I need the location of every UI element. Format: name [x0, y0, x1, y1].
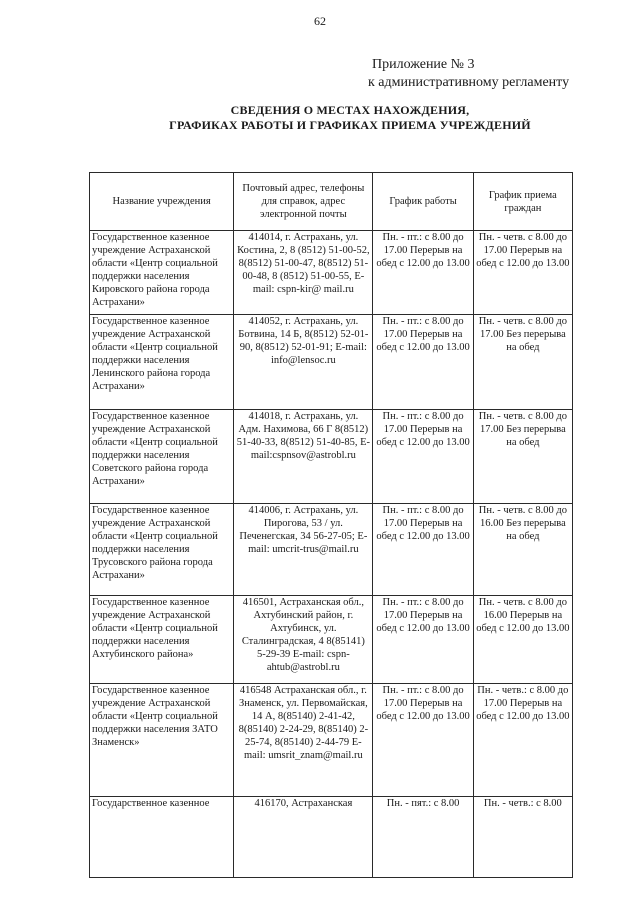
- work-schedule: Пн. - пт.: с 8.00 до 17.00 Перерыв на обед с 12.00 до 13.00: [373, 504, 473, 596]
- work-schedule: Пн. - пт.: с 8.00 до 17.00 Перерыв на обед с 12.00 до 13.00: [373, 231, 473, 315]
- reception-schedule: Пн. - четв.: с 8.00: [473, 797, 572, 878]
- institution-name: Государственное казенное учреждение Астраханской области «Центр социальной поддержки населения Ленинского района города Астрахани»: [90, 315, 234, 410]
- institution-address: 414018, г. Астрахань, ул. Адм. Нахимова, 66 Г 8(8512) 51-40-33, 8(8512) 51-40-85, E-mail:cspnsov@astrobl.ru: [234, 410, 373, 504]
- institution-address: 414014, г. Астрахань, ул. Костина, 2, 8 (8512) 51-00-52, 8(8512) 51-00-47, 8(8512) 51-00-48, 8 (8512) 51-00-55, E-mail: cspn-kir@ mail.ru: [234, 231, 373, 315]
- reception-schedule: Пн. - четв. с 8.00 до 16.00 Перерыв на обед с 12.00 до 13.00: [473, 596, 572, 684]
- table-row: [90, 596, 573, 684]
- page-number: 62: [314, 14, 326, 28]
- reception-schedule: Пн. - четв. с 8.00 до 17.00 Без перерыва на обед: [473, 410, 572, 504]
- table-row: [90, 231, 573, 315]
- institution-name: Государственное казенное учреждение Астраханской области «Центр социальной поддержки населения Советского района города Астрахани»: [90, 410, 234, 504]
- header-reception-schedule: График приема граждан: [473, 173, 572, 231]
- table-header-row: [90, 173, 573, 231]
- header-work-schedule: График работы: [373, 173, 473, 231]
- table-row: [90, 684, 573, 797]
- table-row: [90, 504, 573, 596]
- institution-name: Государственное казенное учреждение Астраханской области «Центр социальной поддержки населения Ахтубинского района»: [90, 596, 234, 684]
- reception-schedule: Пн. - четв. с 8.00 до 17.00 Без перерыва на обед: [473, 315, 572, 410]
- header-address-contacts: Почтовый адрес, телефоны для справок, адрес электронной почты: [234, 173, 373, 231]
- work-schedule: Пн. - пт.: с 8.00 до 17.00 Перерыв на обед с 12.00 до 13.00: [373, 410, 473, 504]
- institution-address: 414052, г. Астрахань, ул. Ботвина, 14 Б, 8(8512) 52-01-90, 8(8512) 52-01-91; E-mail: info@lensoc.ru: [234, 315, 373, 410]
- work-schedule: Пн. - пт.: с 8.00 до 17.00 Перерыв на обед с 12.00 до 13.00: [373, 315, 473, 410]
- work-schedule: Пн. - пт.: с 8.00 до 17.00 Перерыв на обед с 12.00 до 13.00: [373, 684, 473, 797]
- institution-name: Государственное казенное учреждение Астраханской области «Центр социальной поддержки населения ЗАТО Знаменск»: [90, 684, 234, 797]
- institution-name: Государственное казенное: [90, 797, 234, 878]
- table-row: [90, 410, 573, 504]
- reception-schedule: Пн. - четв.: с 8.00 до 17.00 Перерыв на обед с 12.00 до 13.00: [473, 684, 572, 797]
- table-row: [90, 315, 573, 410]
- institution-address: 416501, Астраханская обл., Ахтубинский район, г. Ахтубинск, ул. Сталинградская, 4 8(85141) 5-29-39 E-mail: cspn-ahtub@astrobl.ru: [234, 596, 373, 684]
- institution-name: Государственное казенное учреждение Астраханской области «Центр социальной поддержки населения Кировского района города Астрахани»: [90, 231, 234, 315]
- institution-address: 416170, Астраханская: [234, 797, 373, 878]
- appendix-line-2: к административному регламенту: [368, 75, 570, 90]
- document-title-line-2: ГРАФИКАХ РАБОТЫ И ГРАФИКАХ ПРИЕМА УЧРЕЖДЕНИЙ: [169, 118, 531, 132]
- document-title: [60, 103, 640, 133]
- header-institution-name: Название учреждения: [90, 173, 234, 231]
- institution-address: 414006, г. Астрахань, ул. Пирогова, 53 / ул. Печенегская, 34 56-27-05; E-mail: umcrit-trus@mail.ru: [234, 504, 373, 596]
- work-schedule: Пн. - пт.: с 8.00 до 17.00 Перерыв на обед с 12.00 до 13.00: [373, 596, 473, 684]
- appendix-heading: [368, 56, 628, 92]
- reception-schedule: Пн. - четв. с 8.00 до 17.00 Перерыв на обед с 12.00 до 13.00: [473, 231, 572, 315]
- work-schedule: Пн. - пят.: с 8.00: [373, 797, 473, 878]
- appendix-line-1: Приложение № 3: [372, 57, 475, 72]
- institution-address: 416548 Астраханская обл., г. Знаменск, ул. Первомайская, 14 А, 8(85140) 2-41-42, 8(85140) 2-24-29, 8(85140) 2-25-74, 8(85140) 2-44-79 E-mail: umsrit_znam@mail.ru: [234, 684, 373, 797]
- table-row: [90, 797, 573, 878]
- reception-schedule: Пн. - четв. с 8.00 до 16.00 Без перерыва на обед: [473, 504, 572, 596]
- document-title-line-1: СВЕДЕНИЯ О МЕСТАХ НАХОЖДЕНИЯ,: [230, 103, 470, 117]
- institution-name: Государственное казенное учреждение Астраханской области «Центр социальной поддержки населения Трусовского района города Астрахани»: [90, 504, 234, 596]
- institutions-schedule-table: [89, 172, 573, 878]
